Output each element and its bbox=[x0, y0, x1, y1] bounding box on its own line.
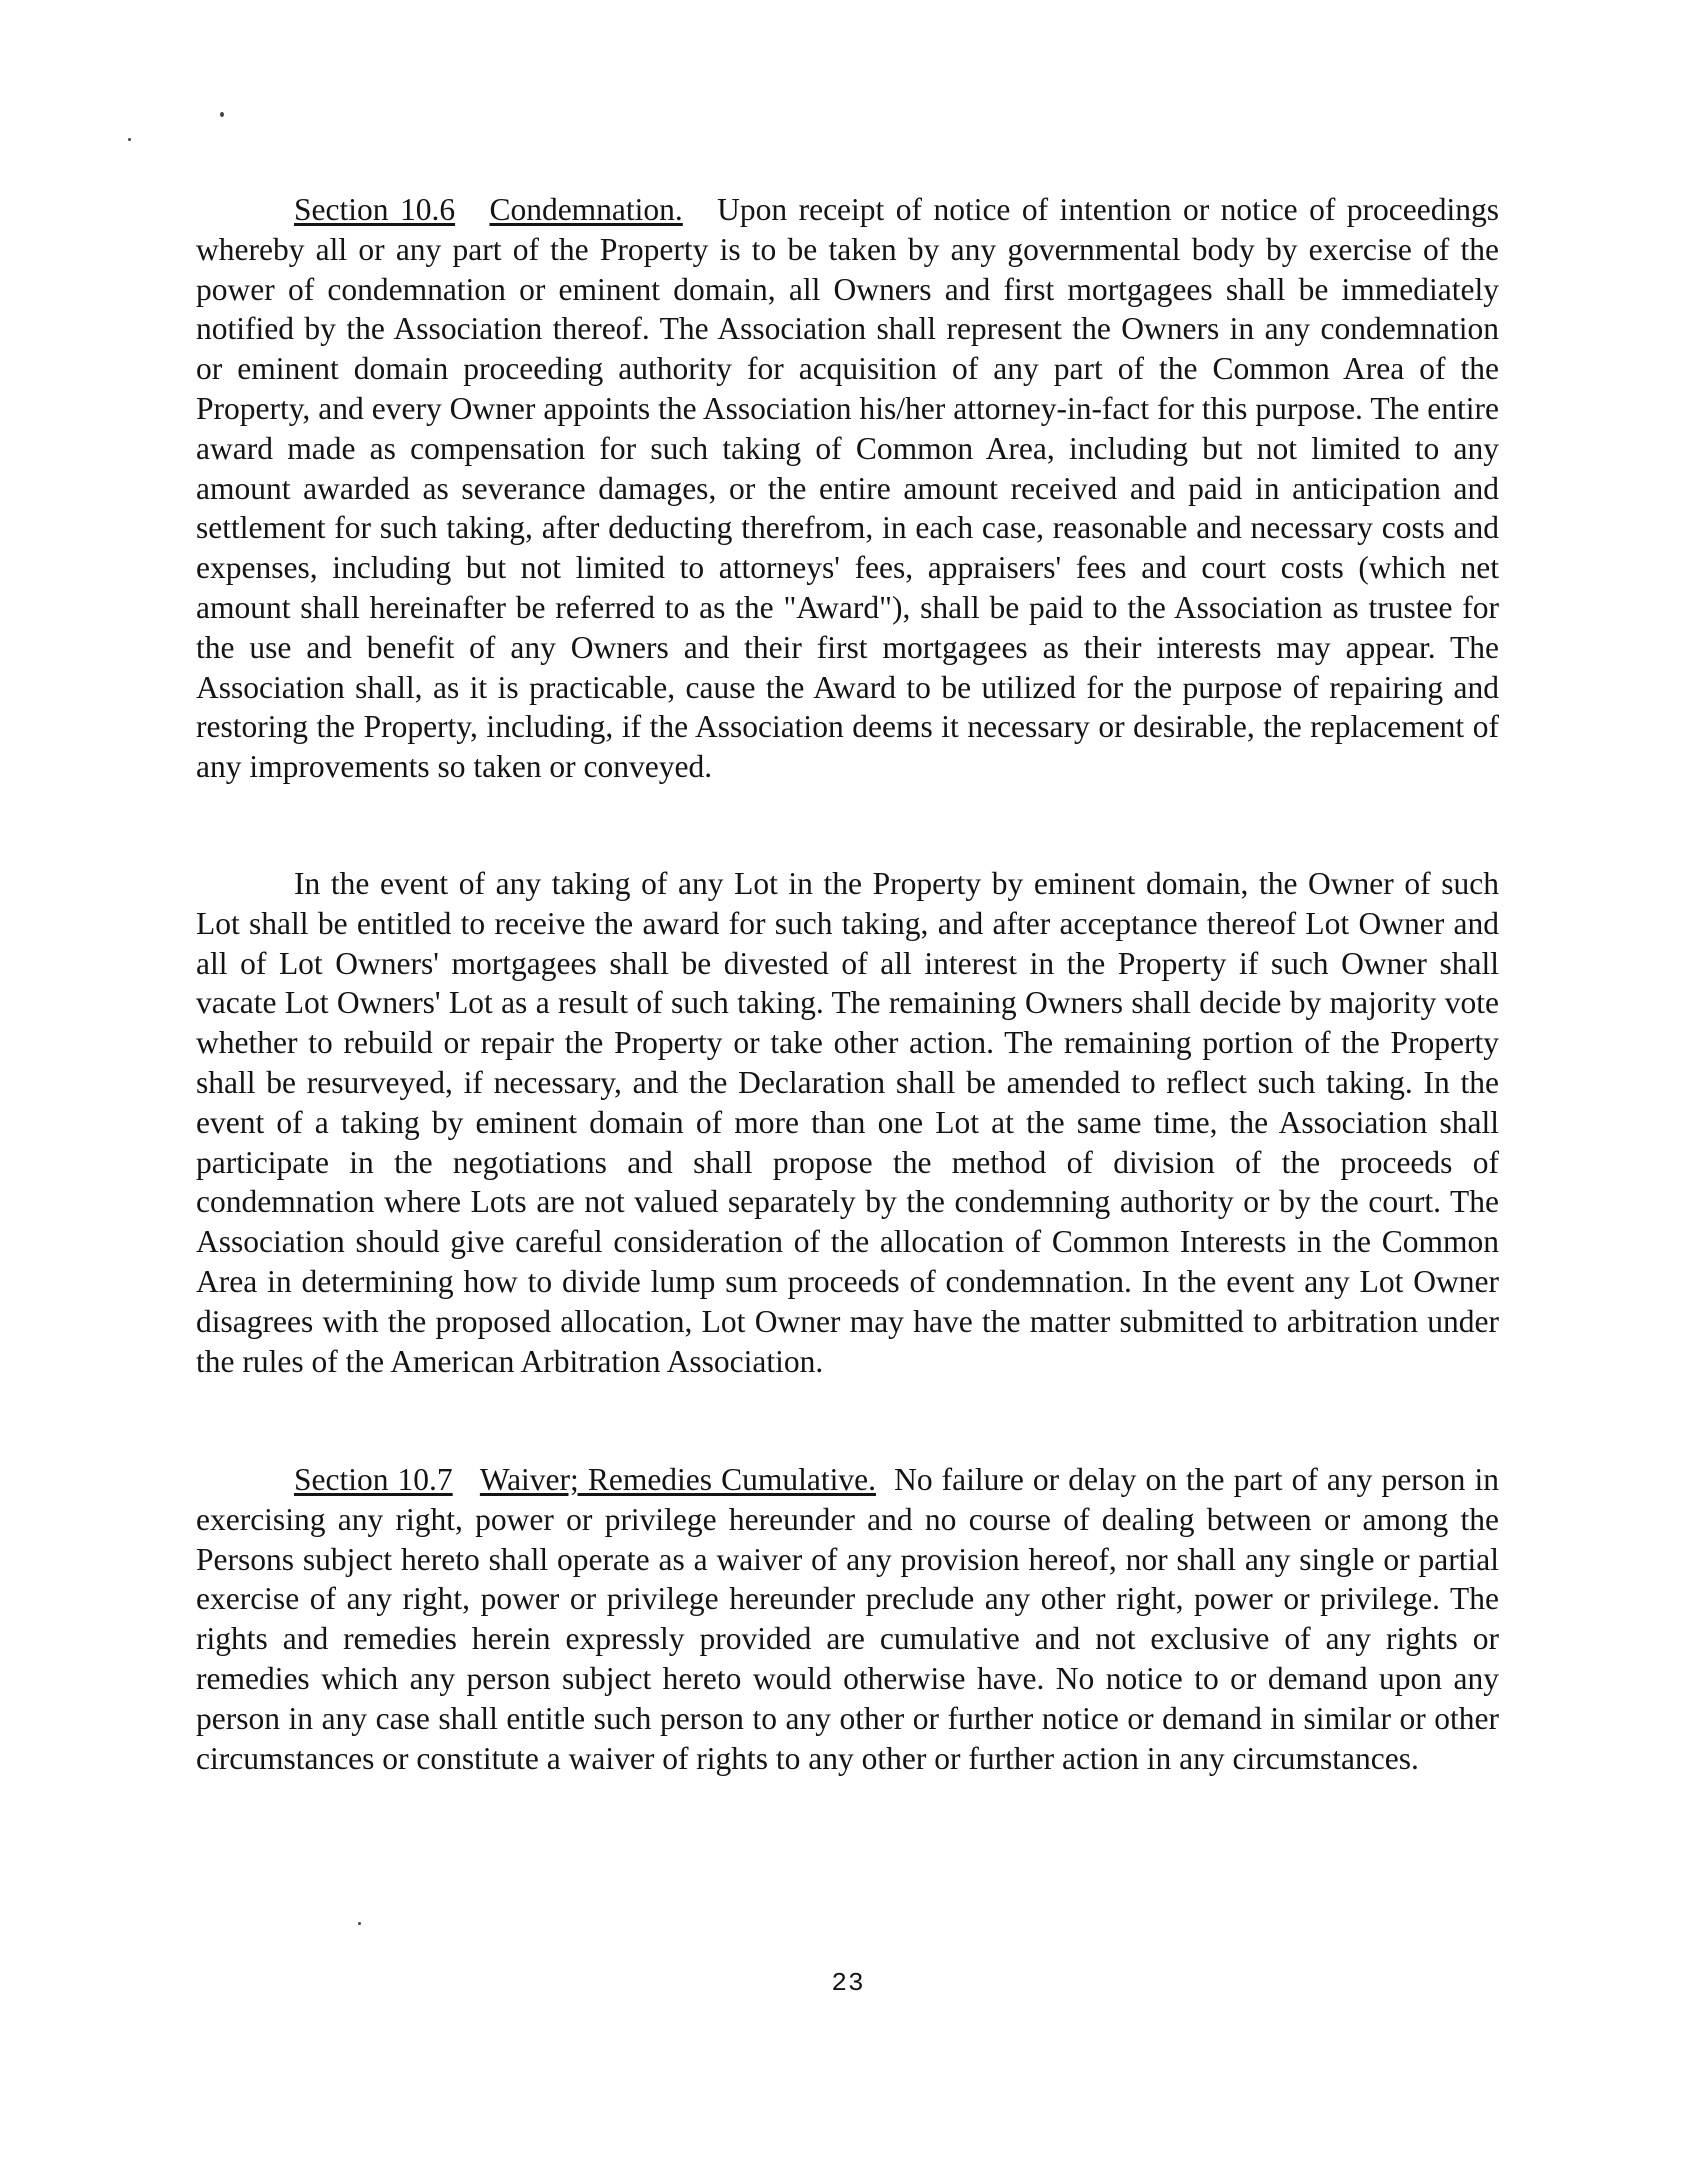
scan-speck bbox=[220, 112, 224, 117]
paragraph-body: Upon receipt of notice of intention or notice of proceedings whereby all or any part of the Property is to be taken by any governmental body by exercise of the power of condemnation or eminent domain, all Owners and first mortgagees shall be immediately notified by the Association thereof. The Association shall represent the Owners in any condemnation or eminent domain proceeding authority for acquisition of any part of the Common Area of the Property, and every Owner appoints the Association his/her attorney-in-fact for this purpose. The entire award made as compensation for such taking of Common Area, including but not limited to any amount awarded as severance damages, or the entire amount received and paid in anticipation and settlement for such taking, after deducting therefrom, in each case, reasonable and necessary costs and expenses, including but not limited to attorneys' fees, appraisers' fees and court costs (which net amount shall hereinafter be referred to as the "Award"), shall be paid to the Association as trustee for the use and benefit of any Owners and their first mortgagees as their interests may appear. The Association shall, as it is practicable, cause the Award to be utilized for the purpose of repairing and restoring the Property, including, if the Association deems it necessary or desirable, the replacement of any improvements so taken or conveyed. bbox=[196, 192, 1499, 785]
page-number: 23 bbox=[831, 1968, 865, 1998]
scan-speck bbox=[128, 138, 131, 141]
section-title: Waiver; Remedies Cumulative. bbox=[479, 1462, 876, 1497]
condemnation-lot-paragraph bbox=[196, 864, 1499, 1381]
section-label: Section 10.6 bbox=[294, 192, 456, 227]
section-title: Condemnation. bbox=[489, 192, 683, 227]
scan-speck bbox=[358, 1922, 361, 1925]
paragraph-body: No failure or delay on the part of any person in exercising any right, power or privilege hereunder and no course of dealing between or among the Persons subject hereto shall operate as a waiver of any provision hereof, nor shall any single or partial exercise of any right, power or privilege hereunder preclude any other right, power or privilege. The rights and remedies herein expressly provided are cumulative and not exclusive of any rights or remedies which any person subject hereto would otherwise have. No notice to or demand upon any person in any case shall entitle such person to any other or further notice or demand in similar or other circumstances or constitute a waiver of rights to any other or further action in any circumstances. bbox=[196, 1462, 1499, 1776]
section-10-7-paragraph bbox=[196, 1460, 1499, 1778]
section-10-6-paragraph bbox=[196, 190, 1499, 787]
section-label: Section 10.7 bbox=[294, 1462, 453, 1497]
paragraph-body: In the event of any taking of any Lot in the Property by eminent domain, the Owner of such Lot shall be entitled to receive the award for such taking, and after acceptance thereof Lot Owner and all of Lot Owners' mortgagees shall be divested of all interest in the Property if such Owner shall vacate Lot Owners' Lot as a result of such taking. The remaining Owners shall decide by majority vote whether to rebuild or repair the Property or take other action. The remaining portion of the Property shall be resurveyed, if necessary, and the Declaration shall be amended to reflect such taking. In the event of a taking by eminent domain of more than one Lot at the same time, the Association shall participate in the negotiations and shall propose the method of division of the proceeds of condemnation where Lots are not valued separately by the condemning authority or by the court. The Association should give careful consideration of the allocation of Common Interests in the Common Area in determining how to divide lump sum proceeds of condemnation. In the event any Lot Owner disagrees with the proposed allocation, Lot Owner may have the matter submitted to arbitration under the rules of the American Arbitration Association. bbox=[196, 866, 1499, 1379]
